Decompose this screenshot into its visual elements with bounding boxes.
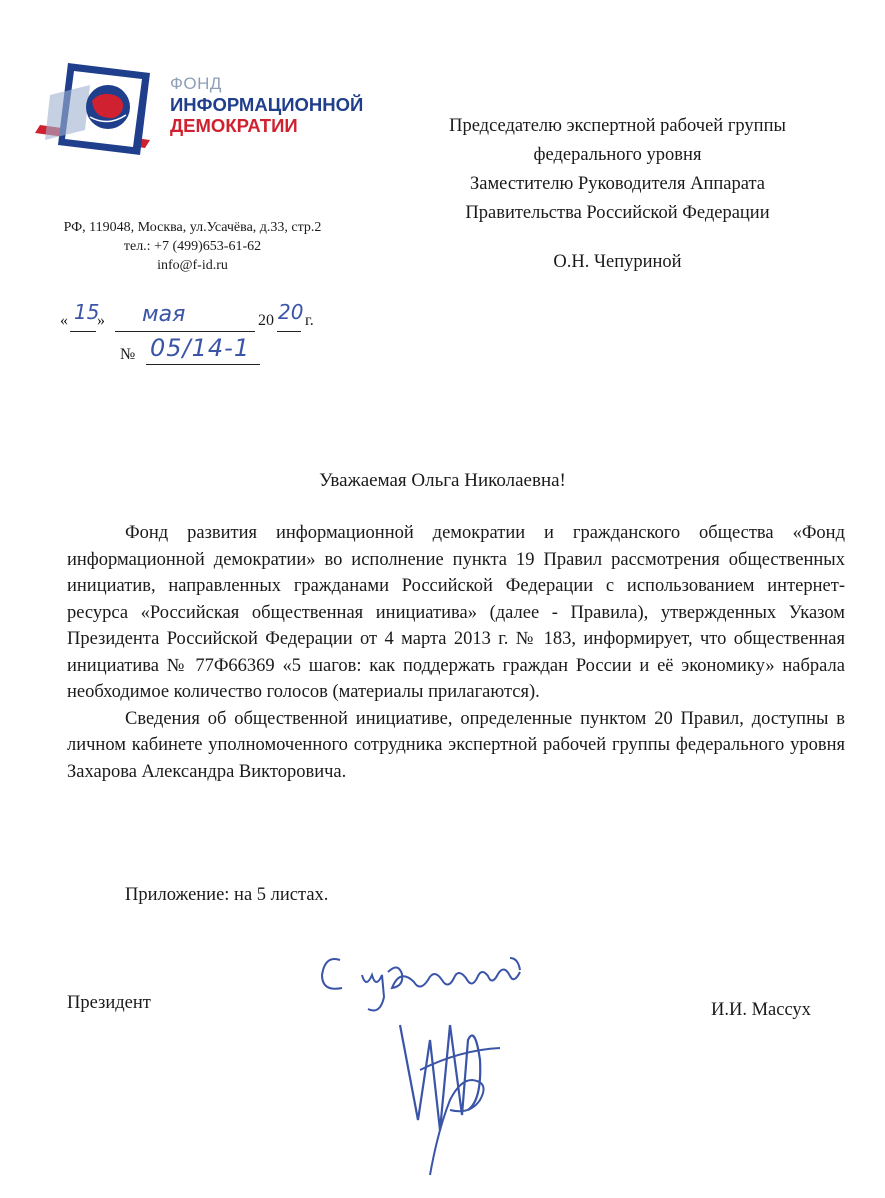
addressee-name: О.Н. Чепуриной xyxy=(553,252,682,272)
date-year-suffix: 20 xyxy=(278,300,304,324)
organization-contacts xyxy=(20,218,365,275)
letter-number xyxy=(120,334,320,378)
date-open-quote: « xyxy=(60,312,68,329)
addressee-line-2: федерального уровня xyxy=(533,145,702,165)
org-address: РФ, 119048, Москва, ул.Усачёва, д.33, стр.2 xyxy=(63,220,322,235)
date-day: 15 xyxy=(74,300,100,324)
signatory-name: И.И. Массух xyxy=(711,1000,811,1020)
logo-wordmark xyxy=(170,74,363,136)
addressee-line-1: Председателю экспертной рабочей группы xyxy=(449,116,786,136)
handwritten-signature xyxy=(300,930,600,1190)
org-email: info@f-id.ru xyxy=(157,258,228,273)
date-day-underline xyxy=(70,331,96,332)
attachment-note: Приложение: на 5 листах. xyxy=(125,885,329,905)
number-value: 05/14-1 xyxy=(150,334,251,362)
org-phone: тел.: +7 (499)653-61-62 xyxy=(123,239,262,254)
letter-greeting: Уважаемая Ольга Николаевна! xyxy=(319,470,566,491)
body-paragraph-2: Сведения об общественной инициативе, определенные пунктом 20 Правил, доступны в личном кабинете уполномоченного сотрудника экспертной рабочей группы федерального уровня Захарова Александра Викторовича. xyxy=(67,708,845,782)
signatory-position: Президент xyxy=(67,993,151,1013)
addressee-line-4: Правительства Российской Федерации xyxy=(465,203,770,223)
addressee-block xyxy=(390,112,845,228)
number-underline xyxy=(146,364,260,365)
body-paragraph-1: Фонд развития информационной демократии и гражданского общества «Фонд информационной демократии» во исполнение пункта 19 Правил рассмотрения общественных инициатив, направленных гражданами Российской Федерации с использованием интернет-ресурса «Российская общественная инициатива» (далее - Правила), утвержденных Указом Президента Российской Федерации от 4 марта 2013 г. № 183, информирует, что общественная инициатива № 77Ф66369 «5 шагов: как поддержать граждан России и её экономику» набрала необходимое количество голосов (материалы прилагаются). xyxy=(67,523,845,702)
date-year-prefix: 20 xyxy=(258,312,274,329)
date-close-quote: » xyxy=(97,312,105,329)
organization-logo xyxy=(30,55,370,170)
date-year-underline xyxy=(277,331,301,332)
date-year-unit: г. xyxy=(305,312,314,329)
logo-line-informatsionnoy: ИНФОРМАЦИОННОЙ xyxy=(170,93,364,115)
addressee-line-3: Заместителю Руководителя Аппарата xyxy=(469,174,766,194)
logo-emblem-icon xyxy=(30,55,170,170)
date-month: мая xyxy=(142,302,186,327)
number-label: № xyxy=(120,346,136,363)
date-month-underline xyxy=(115,331,255,332)
logo-line-fond: ФОНД xyxy=(170,74,222,93)
logo-line-demokratii: ДЕМОКРАТИИ xyxy=(170,114,298,136)
letter-body xyxy=(67,520,845,785)
